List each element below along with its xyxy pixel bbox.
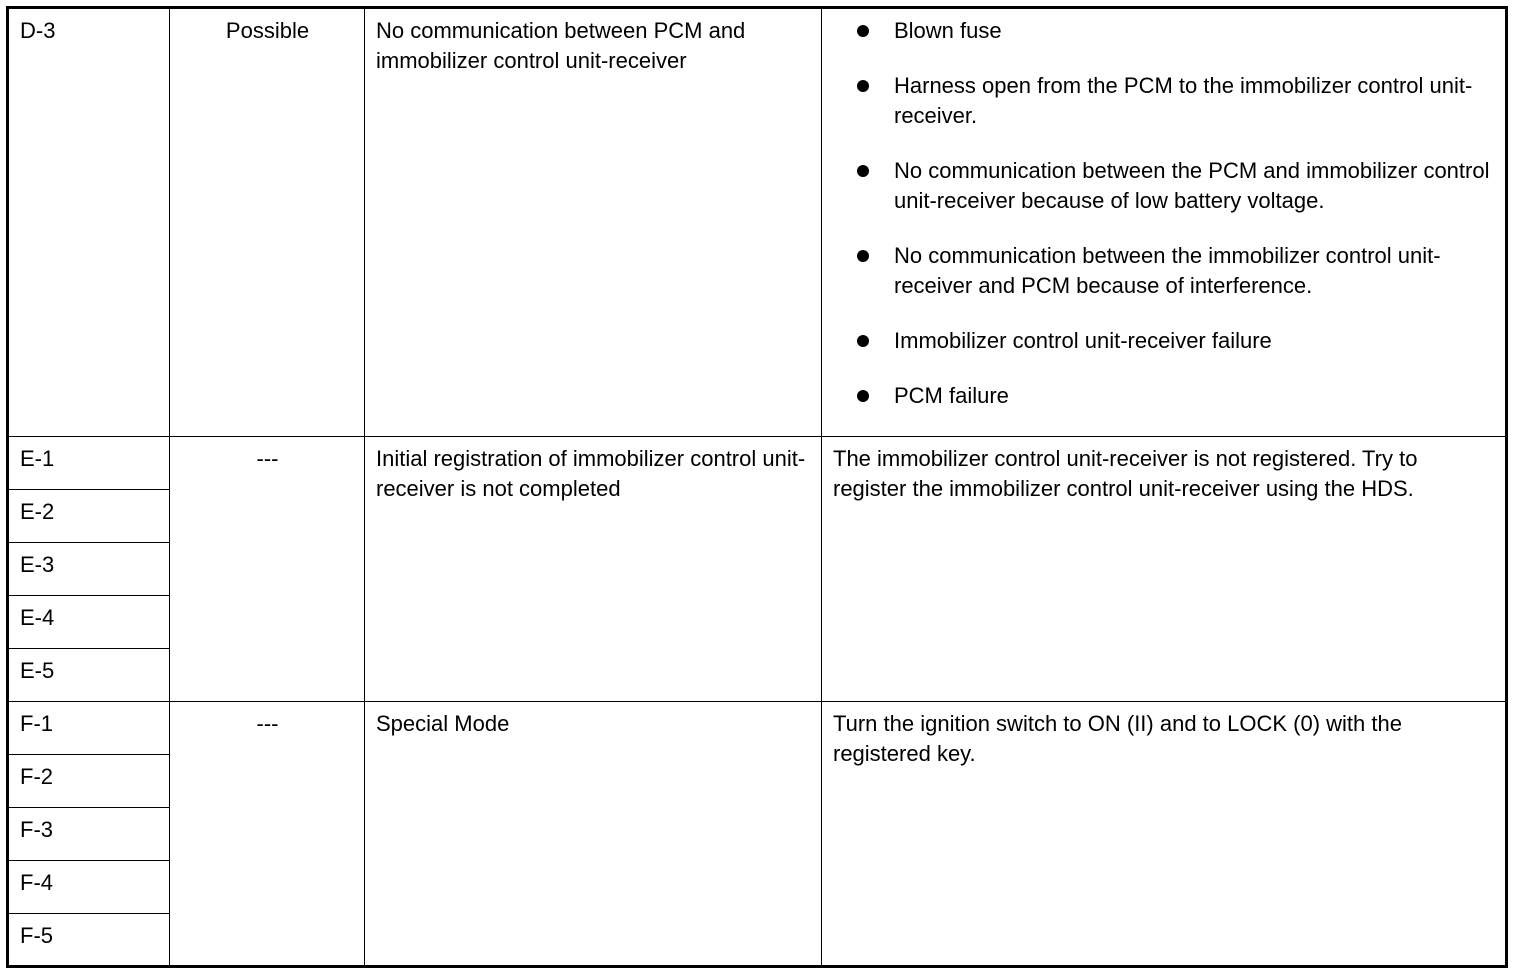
status-cell: --- [170, 702, 365, 967]
cause-text: No communication between the immobilizer control unit-receiver and PCM because of interference. [894, 243, 1441, 298]
bullet-dot-icon [857, 165, 869, 177]
dtc-code-cell: E-1 [8, 437, 170, 490]
table-row [8, 702, 1507, 755]
list-item [853, 381, 1495, 411]
list-item [853, 326, 1495, 356]
remedy-cell: The immobilizer control unit-receiver is not registered. Try to register the immobilizer control unit-receiver using the HDS. [822, 437, 1507, 702]
dtc-code-cell: F-4 [8, 861, 170, 914]
symptom-cell: No communication between PCM and immobilizer control unit-receiver [365, 8, 822, 437]
cause-text: No communication between the PCM and immobilizer control unit-receiver because of low battery voltage. [894, 158, 1490, 213]
symptom-cell: Special Mode [365, 702, 822, 967]
dtc-code-cell: E-4 [8, 596, 170, 649]
dtc-code-cell: E-5 [8, 649, 170, 702]
list-item [853, 71, 1495, 131]
cause-text: PCM failure [894, 383, 1009, 408]
remedy-cell: Turn the ignition switch to ON (II) and to LOCK (0) with the registered key. [822, 702, 1507, 967]
status-cell: --- [170, 437, 365, 702]
dtc-code-cell: F-3 [8, 808, 170, 861]
table-row [8, 8, 1507, 437]
bullet-dot-icon [857, 390, 869, 402]
table-row [8, 437, 1507, 490]
dtc-code-cell: F-5 [8, 914, 170, 967]
cause-text: Harness open from the PCM to the immobilizer control unit-receiver. [894, 73, 1473, 128]
list-item [853, 156, 1495, 216]
cause-list [833, 16, 1495, 411]
bullet-dot-icon [857, 80, 869, 92]
bullet-dot-icon [857, 335, 869, 347]
list-item [853, 241, 1495, 301]
symptom-cell: Initial registration of immobilizer control unit-receiver is not completed [365, 437, 822, 702]
dtc-troubleshooting-table [6, 6, 1508, 968]
status-cell: Possible [170, 8, 365, 437]
dtc-code-cell: E-2 [8, 490, 170, 543]
dtc-code-cell: D-3 [8, 8, 170, 437]
cause-text: Blown fuse [894, 18, 1002, 43]
dtc-code-cell: E-3 [8, 543, 170, 596]
possible-cause-cell [822, 8, 1507, 437]
cause-text: Immobilizer control unit-receiver failure [894, 328, 1272, 353]
bullet-dot-icon [857, 25, 869, 37]
bullet-dot-icon [857, 250, 869, 262]
list-item [853, 16, 1495, 46]
dtc-code-cell: F-1 [8, 702, 170, 755]
dtc-code-cell: F-2 [8, 755, 170, 808]
